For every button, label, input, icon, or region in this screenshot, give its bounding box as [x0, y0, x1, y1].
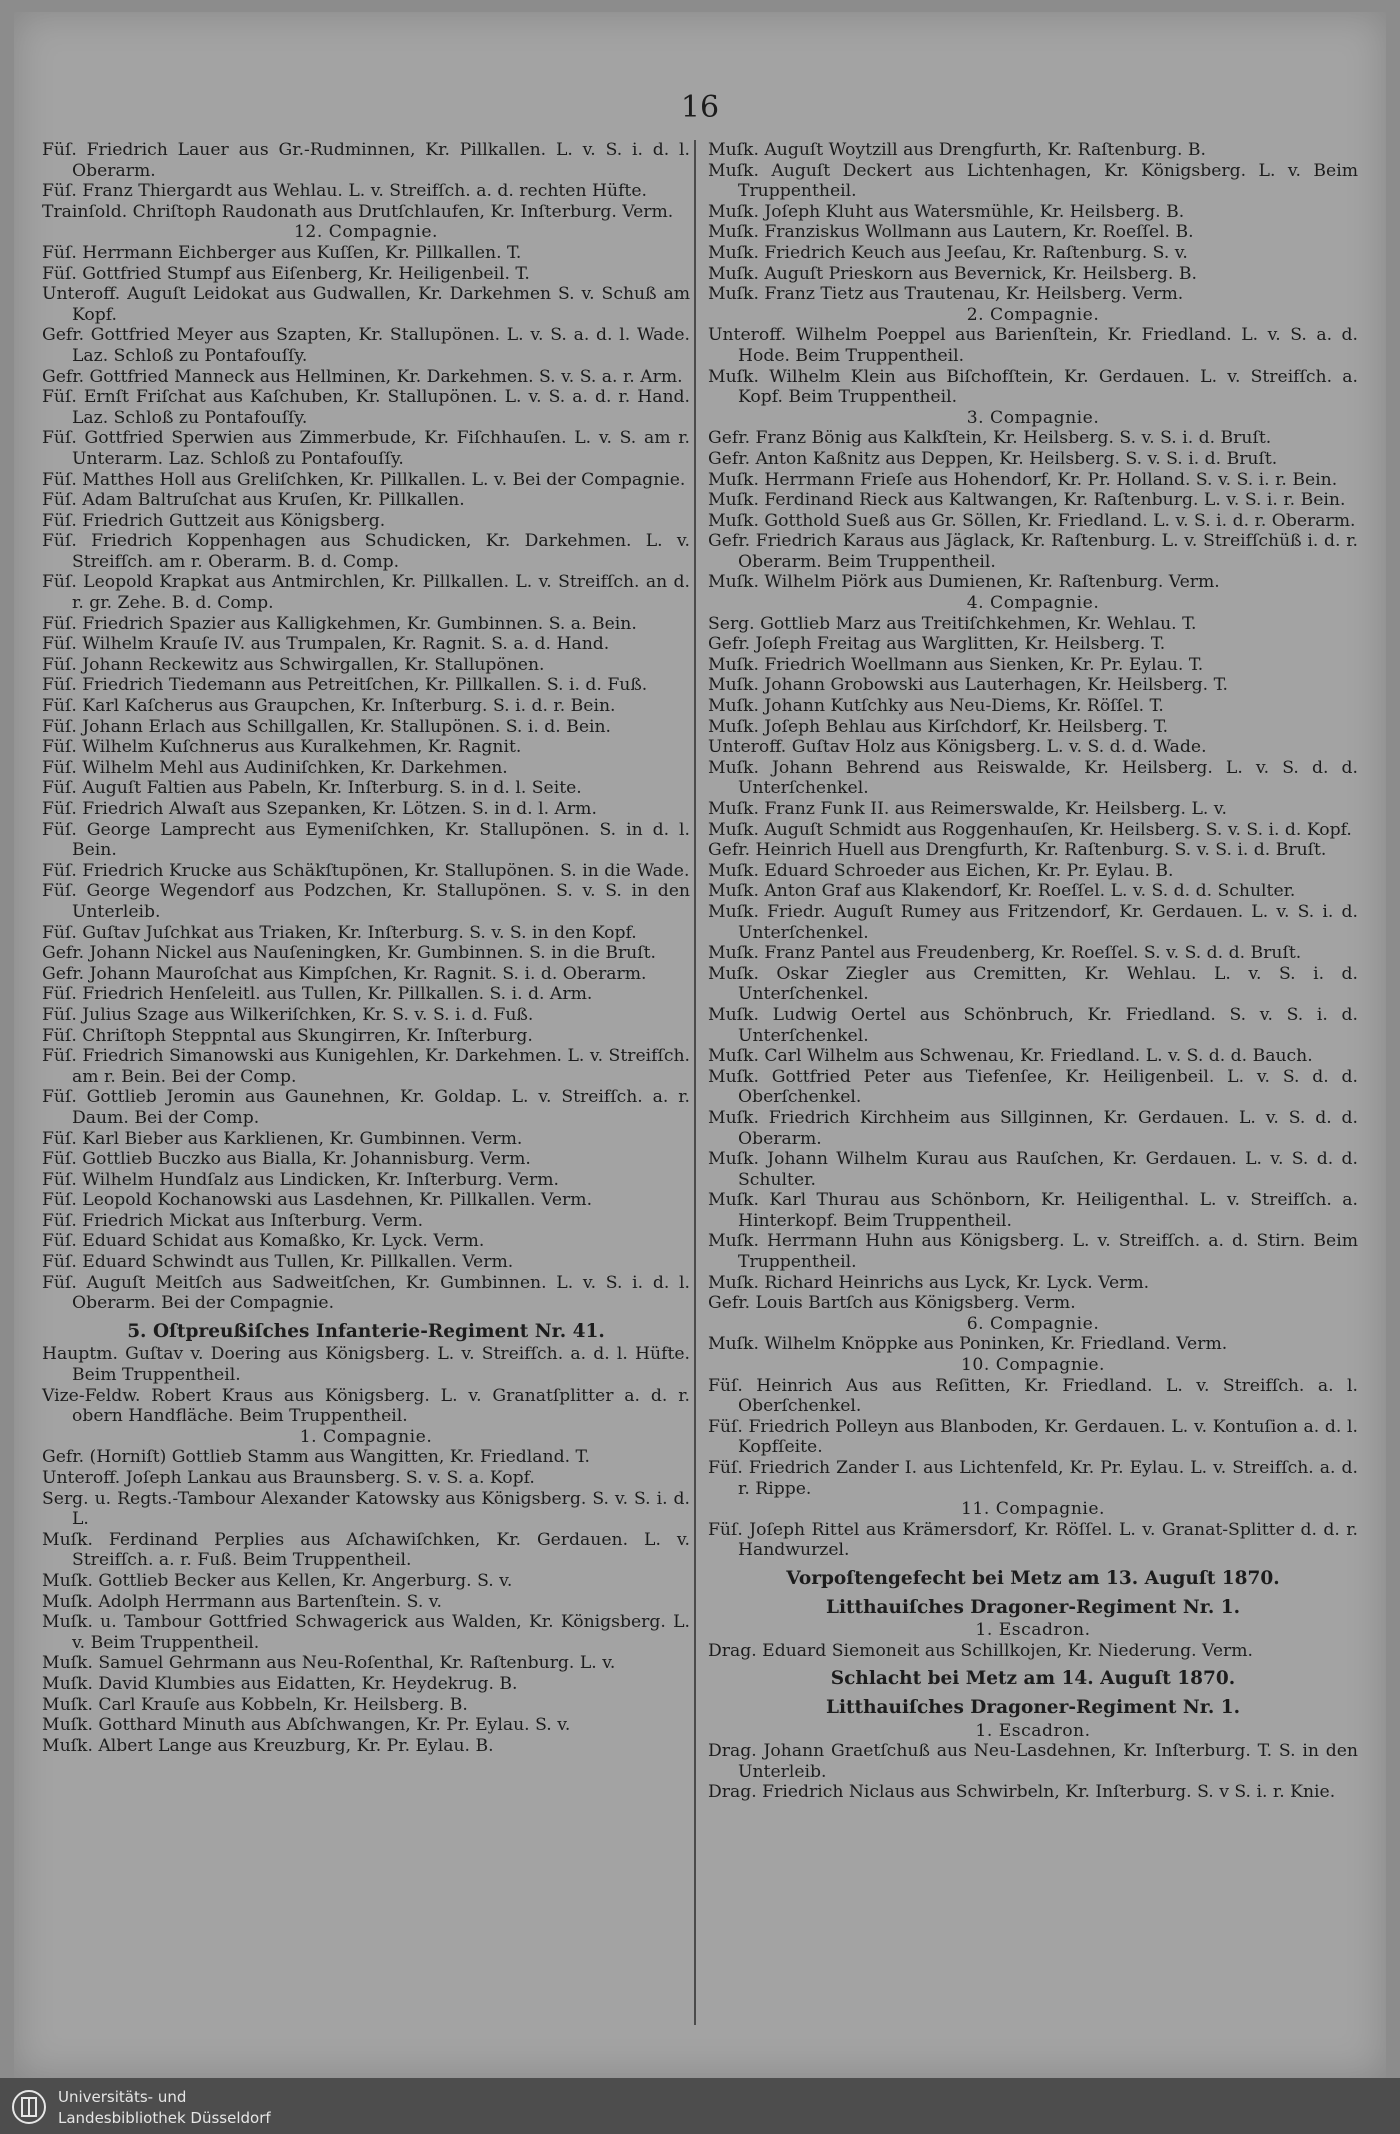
casualty-entry: Füſ. Friedrich Zander I. aus Lichtenfeld, Kr. Pr. Eylau. L. v. Streifſch. a. d. r. Rippe.: [708, 1458, 1358, 1499]
casualty-entry: Füſ. Karl Kaſcherus aus Graupchen, Kr. Inſterburg. S. i. d. r. Bein.: [42, 696, 616, 717]
casualty-entry: Muſk. Franz Pantel aus Freudenberg, Kr. Roeſſel. S. v. S. d. d. Bruſt.: [708, 943, 1302, 964]
section-heading: Vorpoſtengefecht bei Metz am 13. Auguſt 1870.: [786, 1567, 1280, 1589]
casualty-entry: Füſ. Wilhelm Mehl aus Audiniſchken, Kr. Darkehmen.: [42, 757, 508, 778]
casualty-entry: Muſk. Karl Thurau aus Schönborn, Kr. Heiligenthal. L. v. Streifſch. a. Hinterkopf. Beim Truppentheil.: [708, 1190, 1358, 1231]
casualty-entry: Hauptm. Guſtav v. Doering aus Königsberg. L. v. Streifſch. a. d. l. Hüfte. Beim Truppentheil.: [42, 1344, 690, 1386]
casualty-entry: Muſk. Samuel Gehrmann aus Neu-Roſenthal, Kr. Raſtenburg. L. v.: [42, 1653, 616, 1674]
company-heading: 1. Escadron.: [975, 1620, 1091, 1641]
casualty-entry: Muſk. Auguſt Deckert aus Lichtenhagen, Kr. Königsberg. L. v. Beim Truppentheil.: [708, 160, 1358, 202]
casualty-entry: Füſ. Gottlieb Jeromin aus Gaunehnen, Kr. Goldap. L. v. Streifſch. a. r. Daum. Bei der Comp.: [42, 1087, 690, 1128]
casualty-entry: Gefr. Louis Bartſch aus Königsberg. Verm.: [708, 1293, 1076, 1314]
casualty-entry: Vize-Feldw. Robert Kraus aus Königsberg. L. v. Granatſplitter a. d. r. obern Handfläche. Beim Truppentheil.: [42, 1385, 690, 1427]
casualty-entry: Muſk. Ferdinand Perplies aus Aſchawiſchken, Kr. Gerdauen. L. v. Streifſch. a. r. Fuß. Beim Truppentheil.: [42, 1529, 690, 1571]
casualty-entry: Muſk. Ferdinand Rieck aus Kaltwangen, Kr. Raſtenburg. L. v. S. i. r. Bein.: [708, 490, 1346, 511]
library-logo-icon: [10, 2088, 48, 2126]
section-heading: Litthauiſches Dragoner-Regiment Nr. 1.: [825, 1696, 1241, 1718]
casualty-entry: Muſk. Wilhelm Piörk aus Dumienen, Kr. Raſtenburg. Verm.: [708, 572, 1220, 593]
casualty-entry: Muſk. Gotthard Minuth aus Abſchwangen, Kr. Pr. Eylau. S. v.: [42, 1715, 571, 1736]
library-footer: [0, 2078, 1400, 2134]
company-heading: 12. Compagnie.: [293, 222, 439, 243]
casualty-entry: Gefr. Joſeph Freitag aus Warglitten, Kr. Heilsberg. T.: [708, 634, 1166, 655]
casualty-entry: Gefr. Johann Nickel aus Nauſeningken, Kr. Gumbinnen. S. in die Bruſt.: [42, 943, 656, 964]
casualty-entry: Füſ. Joſeph Rittel aus Krämersdorf, Kr. Röſſel. L. v. Granat-Splitter d. d. r. Handwurzel.: [708, 1519, 1358, 1561]
casualty-entry: Muſk. Adolph Herrmann aus Bartenſtein. S. v.: [42, 1591, 442, 1612]
casualty-entry: Drag. Friedrich Niclaus aus Schwirbeln, Kr. Inſterburg. S. v S. i. r. Knie.: [708, 1782, 1336, 1803]
company-heading: 6. Compagnie.: [966, 1313, 1100, 1334]
casualty-entry: Füſ. George Lamprecht aus Eymeniſchken, Kr. Stallupönen. S. in d. l. Bein.: [42, 819, 690, 861]
casualty-entry: Füſ. Friedrich Simanowski aus Kunigehlen, Kr. Darkehmen. L. v. Streifſch. am r. Bein. Bei der Comp.: [42, 1046, 690, 1087]
casualty-entry: Füſ. Julius Szage aus Wilkeriſchken, Kr. S. v. S. i. d. Fuß.: [42, 1004, 534, 1025]
casualty-entry: Gefr. Heinrich Huell aus Drengfurth, Kr. Raſtenburg. S. v. S. i. d. Bruſt.: [708, 840, 1327, 861]
casualty-entry: Muſk. Franz Funk II. aus Reimerswalde, Kr. Heilsberg. L. v.: [708, 799, 1227, 819]
casualty-entry: Gefr. Friedrich Karaus aus Jäglack, Kr. Raſtenburg. L. v. Streifſchüß i. d. r. Oberarm. Beim Truppentheil.: [708, 531, 1358, 572]
company-heading: 1. Compagnie.: [299, 1426, 433, 1447]
right-column: [708, 140, 1358, 1803]
footer-line-2: Landesbibliothek Düsseldorf: [58, 2109, 271, 2127]
casualty-entry: Serg. Gottlieb Marz aus Treitiſchkehmen, Kr. Wehlau. T.: [708, 613, 1197, 634]
casualty-entry: Muſk. Friedrich Woellmann aus Sienken, Kr. Pr. Eylau. T.: [708, 654, 1204, 675]
casualty-entry: Füſ. Friedrich Tiedemann aus Petreitſchen, Kr. Pillkallen. S. i. d. Fuß.: [42, 675, 648, 696]
casualty-entry: Gefr. Anton Kaßnitz aus Deppen, Kr. Heilsberg. S. v. S. i. d. Bruſt.: [708, 448, 1278, 469]
casualty-entry: Muſk. Johann Wilhelm Kurau aus Rauſchen, Kr. Gerdauen. L. v. S. d. d. Schulter.: [708, 1149, 1358, 1190]
newspaper-page: [14, 12, 1386, 2078]
casualty-entry: Füſ. Johann Reckewitz aus Schwirgallen, Kr. Stallupönen.: [42, 654, 545, 675]
company-heading: 11. Compagnie.: [960, 1499, 1106, 1520]
casualty-entry: Muſk. Wilhelm Knöppke aus Poninken, Kr. Friedland. Verm.: [708, 1334, 1228, 1355]
casualty-entry: Füſ. Auguſt Meitſch aus Sadweitſchen, Kr. Gumbinnen. L. v. S. i. d. l. Oberarm. Bei der Compagnie.: [42, 1272, 690, 1314]
casualty-entry: Füſ. Wilhelm Hundſalz aus Lindicken, Kr. Inſterburg. Verm.: [42, 1169, 559, 1190]
casualty-entry: Füſ. Matthes Holl aus Greliſchken, Kr. Pillkallen. L. v. Bei der Compagnie.: [42, 469, 686, 490]
casualty-entry: Muſk. Gottfried Peter aus Tiefenſee, Kr. Heiligenbeil. L. v. S. d. d. Oberſchenkel.: [708, 1066, 1358, 1108]
casualty-entry: Füſ. Eduard Schwindt aus Tullen, Kr. Pillkallen. Verm.: [42, 1252, 514, 1273]
casualty-entry: Füſ. Friedrich Koppenhagen aus Schudicken, Kr. Darkehmen. L. v. Streifſch. am r. Oberarm. B. d. Comp.: [42, 531, 690, 572]
casualty-entry: Muſk. Ludwig Oertel aus Schönbruch, Kr. Friedland. S. v. S. i. d. Unterſchenkel.: [708, 1004, 1358, 1046]
casualty-entry: Füſ. Friedrich Spazier aus Kalligkehmen, Kr. Gumbinnen. S. a. Bein.: [42, 613, 637, 634]
company-heading: 2. Compagnie.: [966, 304, 1100, 325]
casualty-entry: Drag. Eduard Siemoneit aus Schillkojen, Kr. Niederung. Verm.: [708, 1640, 1253, 1661]
left-column: [42, 140, 690, 1756]
casualty-entry: Muſk. Friedrich Keuch aus Jeeſau, Kr. Raſtenburg. S. v.: [708, 242, 1188, 263]
casualty-entry: Muſk. Friedrich Kirchheim aus Sillginnen, Kr. Gerdauen. L. v. S. d. d. Oberarm.: [708, 1107, 1358, 1149]
casualty-entry: Gefr. Franz Bönig aus Kalkſtein, Kr. Heilsberg. S. v. S. i. d. Bruſt.: [708, 428, 1272, 449]
casualty-entry: Muſk. Friedr. Auguſt Rumey aus Fritzendorf, Kr. Gerdauen. L. v. S. i. d. Unterſchenkel.: [708, 901, 1358, 943]
casualty-entry: Füſ. Friedrich Polleyn aus Blanboden, Kr. Gerdauen. L. v. Kontuſion a. d. l. Kopfſeite.: [708, 1416, 1358, 1458]
casualty-entry: Unteroff. Auguſt Leidokat aus Gudwallen, Kr. Darkehmen S. v. Schuß am Kopf.: [42, 284, 690, 325]
casualty-entry: Füſ. Friedrich Krucke aus Schäkſtupönen, Kr. Stallupönen. S. in die Wade.: [42, 860, 690, 881]
company-heading: 4. Compagnie.: [966, 593, 1100, 614]
casualty-entry: Muſk. Herrmann Huhn aus Königsberg. L. v. Streifſch. a. d. Stirn. Beim Truppentheil.: [708, 1231, 1358, 1273]
casualty-entry: Füſ. Auguſt Faltien aus Pabeln, Kr. Inſterburg. S. in d. l. Seite.: [42, 778, 582, 799]
casualty-entry: Gefr. Gottfried Manneck aus Hellminen, Kr. Darkehmen. S. v. S. a. r. Arm.: [42, 366, 683, 387]
section-heading: 5. Oſtpreußiſches Infanterie-Regiment Nr. 41.: [127, 1320, 605, 1342]
casualty-entry: Trainſold. Chriſtoph Raudonath aus Drutſchlaufen, Kr. Inſterburg. Verm.: [42, 201, 674, 222]
footer-line-1: Universitäts- und: [58, 2088, 187, 2106]
casualty-entry: Gefr. Johann Mauroſchat aus Kimpſchen, Kr. Ragnit. S. i. d. Oberarm.: [42, 963, 647, 984]
section-heading: Schlacht bei Metz am 14. Auguſt 1870.: [830, 1668, 1236, 1690]
casualty-entry: Muſk. u. Tambour Gottfried Schwagerick aus Walden, Kr. Königsberg. L. v. Beim Truppentheil.: [42, 1612, 690, 1653]
column-divider: [694, 140, 696, 2025]
casualty-entry: Unteroff. Wilhelm Poeppel aus Barienſtein, Kr. Friedland. L. v. S. a. d. Hode. Beim Truppentheil.: [708, 325, 1358, 366]
casualty-entry: Gefr. Gottfried Meyer aus Szapten, Kr. Stallupönen. L. v. S. a. d. l. Wade. Laz. Schloß zu Pontafouſſy.: [42, 325, 690, 366]
casualty-entry: Muſk. Auguſt Schmidt aus Roggenhauſen, Kr. Heilsberg. S. v. S. i. d. Kopf.: [708, 819, 1352, 840]
casualty-entry: Füſ. Wilhelm Krauſe IV. aus Trumpalen, Kr. Ragnit. S. a. d. Hand.: [42, 634, 610, 655]
casualty-entry: Muſk. Herrmann Frieſe aus Hohendorf, Kr. Pr. Holland. S. v. S. i. r. Bein.: [708, 469, 1338, 490]
casualty-entry: Muſk. Franz Tietz aus Trautenau, Kr. Heilsberg. Verm.: [708, 284, 1184, 305]
casualty-entry: Füſ. Leopold Krapkat aus Antmirchlen, Kr. Pillkallen. L. v. Streifſch. an d. r. gr. Zehe. B. d. Comp.: [42, 572, 690, 614]
casualty-entry: Muſk. Carl Wilhelm aus Schwenau, Kr. Friedland. L. v. S. d. d. Bauch.: [708, 1046, 1313, 1067]
casualty-entry: Muſk. David Klumbies aus Eidatten, Kr. Heydekrug. B.: [42, 1673, 518, 1694]
casualty-entry: Muſk. Eduard Schroeder aus Eichen, Kr. Pr. Eylau. B.: [708, 860, 1174, 881]
casualty-entry: Muſk. Albert Lange aus Kreuzburg, Kr. Pr. Eylau. B.: [42, 1735, 494, 1756]
casualty-entry: Füſ. Gottfried Stumpf aus Eiſenberg, Kr. Heiligenbeil. T.: [42, 263, 530, 284]
casualty-entry: Muſk. Joſeph Kluht aus Watersmühle, Kr. Heilsberg. B.: [708, 201, 1185, 222]
casualty-entry: Muſk. Johann Behrend aus Reiswalde, Kr. Heilsberg. L. v. S. d. d. Unterſchenkel.: [708, 757, 1358, 799]
company-heading: 10. Compagnie.: [960, 1355, 1106, 1376]
casualty-entry: Muſk. Johann Grobowski aus Lauterhagen, Kr. Heilsberg. T.: [708, 675, 1228, 696]
casualty-entry: Füſ. Gottlieb Buczko aus Bialla, Kr. Johannisburg. Verm.: [42, 1149, 531, 1170]
casualty-entry: Füſ. Friedrich Mickat aus Inſterburg. Verm.: [42, 1210, 424, 1231]
casualty-entry: Füſ. Gottfried Sperwien aus Zimmerbude, Kr. Fiſchhauſen. L. v. S. am r. Unterarm. Laz. Schloß zu Pontafouſſy.: [42, 428, 690, 469]
casualty-entry: Muſk. Wilhelm Klein aus Biſchofſtein, Kr. Gerdauen. L. v. Streifſch. a. Kopf. Beim Truppentheil.: [708, 366, 1358, 408]
casualty-entry: Füſ. Adam Baltruſchat aus Kruſen, Kr. Pillkallen.: [42, 490, 465, 511]
casualty-entry: Füſ. Ernſt Friſchat aus Kaſchuben, Kr. Stallupönen. L. v. S. a. d. r. Hand. Laz. Schloß zu Pontafouſſy.: [42, 387, 690, 428]
casualty-entry: Muſk. Carl Krauſe aus Kobbeln, Kr. Heilsberg. B.: [42, 1694, 468, 1715]
casualty-entry: Füſ. Friedrich Henſeleitl. aus Tullen, Kr. Pillkallen. S. i. d. Arm.: [42, 984, 593, 1005]
casualty-entry: Füſ. Franz Thiergardt aus Wehlau. L. v. Streifſch. a. d. rechten Hüfte.: [42, 181, 647, 202]
page-number: 16: [680, 90, 720, 125]
casualty-entry: Füſ. Friedrich Alwaſt aus Szepanken, Kr. Lötzen. S. in d. l. Arm.: [42, 799, 597, 819]
casualty-entry: Muſk. Oskar Ziegler aus Cremitten, Kr. Wehlau. L. v. S. i. d. Unterſchenkel.: [708, 963, 1358, 1005]
casualty-entry: Muſk. Johann Kutſchky aus Neu-Diems, Kr. Röſſel. T.: [708, 696, 1164, 717]
casualty-entry: Füſ. Leopold Kochanowski aus Lasdehnen, Kr. Pillkallen. Verm.: [42, 1190, 593, 1211]
casualty-entry: Füſ. Karl Bieber aus Karklienen, Kr. Gumbinnen. Verm.: [42, 1128, 523, 1149]
casualty-entry: Muſk. Joſeph Behlau aus Kirſchdorf, Kr. Heilsberg. T.: [708, 716, 1169, 737]
casualty-entry: Unteroff. Joſeph Lankau aus Braunsberg. S. v. S. a. Kopf.: [42, 1468, 535, 1488]
section-heading: Litthauiſches Dragoner-Regiment Nr. 1.: [825, 1596, 1241, 1618]
casualty-entry: Muſk. Richard Heinrichs aus Lyck, Kr. Lyck. Verm.: [708, 1272, 1150, 1293]
company-heading: 3. Compagnie.: [966, 407, 1100, 428]
company-heading: 1. Escadron.: [975, 1720, 1091, 1741]
casualty-entry: Füſ. Heinrich Aus aus Reſitten, Kr. Friedland. L. v. Streifſch. a. l. Oberſchenkel.: [708, 1375, 1358, 1417]
casualty-entry: Muſk. Franziskus Wollmann aus Lautern, Kr. Roeſſel. B.: [708, 222, 1194, 243]
casualty-entry: Muſk. Gottlieb Becker aus Kellen, Kr. Angerburg. S. v.: [42, 1570, 513, 1591]
casualty-entry: Serg. u. Regts.-Tambour Alexander Katowsky aus Königsberg. S. v. S. i. d. L.: [42, 1488, 690, 1530]
casualty-entry: Muſk. Anton Graf aus Klakendorf, Kr. Roeſſel. L. v. S. d. d. Schulter.: [708, 881, 1296, 902]
casualty-entry: Drag. Johann Graetſchuß aus Neu-Lasdehnen, Kr. Inſterburg. T. S. in den Unterleib.: [708, 1741, 1358, 1782]
casualty-entry: Füſ. Friedrich Lauer aus Gr.-Rudminnen, Kr. Pillkallen. L. v. S. i. d. l. Oberarm.: [42, 140, 690, 181]
casualty-entry: Muſk. Auguſt Woytzill aus Drengfurth, Kr. Raſtenburg. B.: [708, 140, 1207, 160]
casualty-entry: Füſ. Johann Erlach aus Schillgallen, Kr. Stallupönen. S. i. d. Bein.: [42, 716, 612, 737]
casualty-entry: Muſk. Gotthold Sueß aus Gr. Söllen, Kr. Friedland. L. v. S. i. d. r. Oberarm.: [708, 510, 1356, 531]
casualty-entry: Unteroff. Guſtav Holz aus Königsberg. L. v. S. d. d. Wade.: [708, 737, 1207, 758]
casualty-entry: Füſ. Eduard Schidat aus Komaßko, Kr. Lyck. Verm.: [42, 1231, 485, 1252]
casualty-entry: Füſ. Wilhelm Kuſchnerus aus Kuralkehmen, Kr. Ragnit.: [42, 737, 522, 758]
casualty-entry: Füſ. George Wegendorf aus Podzchen, Kr. Stallupönen. S. v. S. in den Unterleib.: [42, 881, 690, 922]
casualty-entry: Füſ. Guſtav Juſchkat aus Triaken, Kr. Inſterburg. S. v. S. in den Kopf.: [42, 922, 637, 943]
casualty-entry: Füſ. Chriſtoph Steppntal aus Skungirren, Kr. Inſterburg.: [42, 1025, 533, 1046]
casualty-entry: Füſ. Friedrich Guttzeit aus Königsberg.: [42, 510, 386, 531]
casualty-entry: Füſ. Herrmann Eichberger aus Kuſſen, Kr. Pillkallen. T.: [42, 242, 522, 263]
casualty-entry: Muſk. Auguſt Prieskorn aus Bevernick, Kr. Heilsberg. B.: [708, 263, 1197, 284]
casualty-entry: Gefr. (Horniſt) Gottlieb Stamm aus Wangitten, Kr. Friedland. T.: [42, 1447, 590, 1468]
